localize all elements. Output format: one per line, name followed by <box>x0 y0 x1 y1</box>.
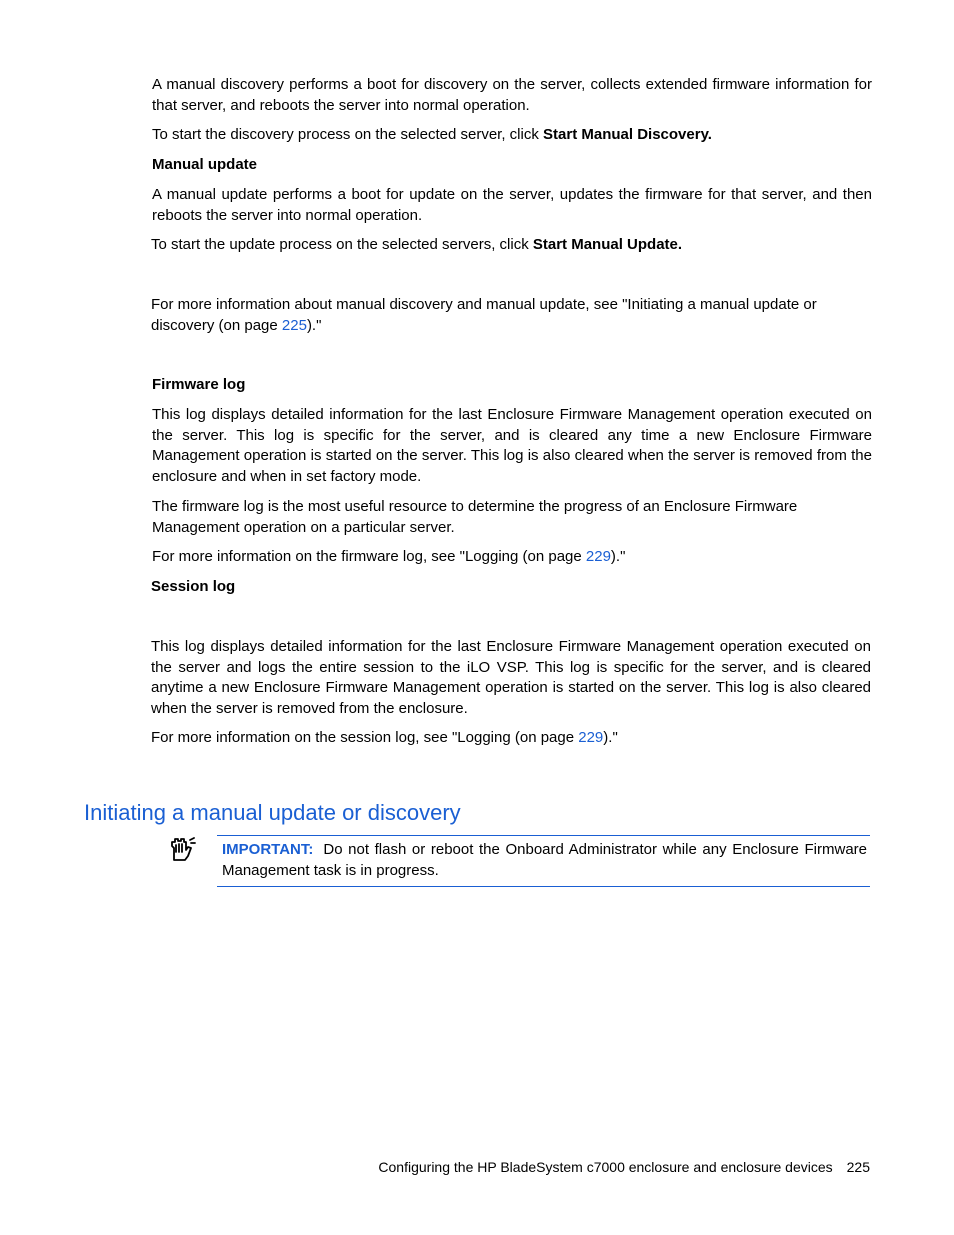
important-notice <box>217 835 870 887</box>
paragraph-more-info-session-log <box>151 728 871 749</box>
paragraph-manual-discovery: A manual discovery performs a boot for discovery on the server, collects extended firmware information for that server, and reboots the server into normal operation. <box>152 76 872 114</box>
start-update-text: To start the update process on the selected servers, click <box>151 236 533 253</box>
start-update-bold: Start Manual Update. <box>532 236 683 253</box>
more-info-manual-end: )." <box>306 316 322 334</box>
more-info-session-text: For more information on the session log, see "Logging (on page <box>151 729 579 746</box>
footer-text: Configuring the HP BladeSystem c7000 enclosure and enclosure devices <box>378 1159 833 1175</box>
more-info-firmware-end: )." <box>610 548 626 565</box>
more-info-firmware-text: For more information on the firmware log, see "Logging (on page <box>152 548 586 565</box>
footer-page-number: 225 <box>846 1159 870 1175</box>
page-footer <box>378 1158 870 1176</box>
page-link-229-firmware[interactable]: 229 <box>585 548 611 565</box>
start-discovery-bold: Start Manual Discovery. <box>543 126 712 143</box>
heading-firmware-log: Firmware log <box>152 376 246 393</box>
paragraph-start-update <box>151 235 871 256</box>
page-link-229-session[interactable]: 229 <box>578 729 604 746</box>
paragraph-start-discovery <box>152 125 872 146</box>
more-info-manual-text: For more information about manual discovery and manual update, see "Initiating a manual update or discovery (on page <box>151 296 817 334</box>
page-link-225[interactable]: 225 <box>281 316 307 334</box>
heading-manual-update: Manual update <box>152 156 258 173</box>
paragraph-more-info-firmware-log <box>152 547 872 568</box>
more-info-session-end: )." <box>603 729 618 746</box>
important-hand-icon <box>168 836 196 864</box>
paragraph-session-log: This log displays detailed information for the last Enclosure Firmware Management operation executed on the server and logs the entire session to the iLO VSP. This log is specific for the server, and is cleared anytime a new Enclosure Firmware Management operation is started on the server. This log is also cleared when the server is removed from the enclosure. <box>151 638 871 717</box>
paragraph-firmware-log-resource: The firmware log is the most useful resource to determine the progress of an Enclosure Firmware Management operation on a particular server. <box>152 498 798 536</box>
paragraph-more-info-manual <box>151 295 871 336</box>
notice-label: IMPORTANT: <box>222 841 314 858</box>
start-discovery-text: To start the discovery process on the selected server, click <box>152 126 544 143</box>
heading-session-log: Session log <box>151 578 236 595</box>
notice-message: Do not flash or reboot the Onboard Administrator while any Enclosure Firmware Management task is in progress. <box>222 841 867 879</box>
section-heading: Initiating a manual update or discovery <box>84 800 461 825</box>
paragraph-manual-update: A manual update performs a boot for update on the server, updates the firmware for that server, and then reboots the server into normal operation. <box>152 186 872 224</box>
paragraph-firmware-log: This log displays detailed information for the last Enclosure Firmware Management operation executed on the server. This log is specific for the server, and is cleared any time a new Enclosure Firmware Management operation is started on the server. This log is also cleared when the server is removed from the enclosure and when in set factory mode. <box>152 406 872 485</box>
notice-text-wrapper <box>222 840 867 881</box>
